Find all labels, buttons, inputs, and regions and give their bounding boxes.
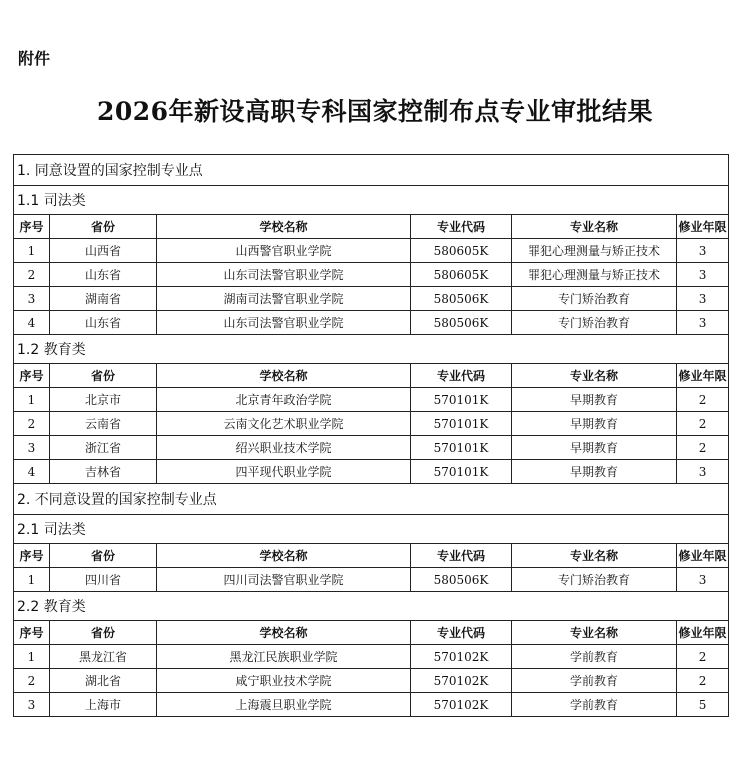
- col-seq: 1: [14, 645, 50, 669]
- col-seq: 2: [14, 669, 50, 693]
- col-seq: 1: [14, 568, 50, 592]
- col-school: 四川司法警官职业学院: [157, 568, 411, 592]
- header-col-code: 专业代码: [411, 621, 512, 645]
- col-seq: 3: [14, 693, 50, 717]
- col-years: 3: [677, 460, 729, 484]
- col-seq: 3: [14, 287, 50, 311]
- col-province: 四川省: [50, 568, 157, 592]
- table-row: [14, 287, 729, 311]
- section-heading-text: 2. 不同意设置的国家控制专业点: [14, 484, 729, 515]
- table-row: [14, 568, 729, 592]
- header-col-seq: 序号: [14, 621, 50, 645]
- col-code: 580506K: [411, 568, 512, 592]
- col-province: 黑龙江省: [50, 645, 157, 669]
- col-province: 湖南省: [50, 287, 157, 311]
- section-heading: [14, 155, 729, 186]
- header-col-seq: 序号: [14, 215, 50, 239]
- col-code: 570101K: [411, 412, 512, 436]
- col-school: 云南文化艺术职业学院: [157, 412, 411, 436]
- header-col-major: 专业名称: [512, 544, 677, 568]
- header-col-years: 修业年限: [677, 621, 729, 645]
- col-major: 学前教育: [512, 669, 677, 693]
- table-header-row: [14, 544, 729, 568]
- table-row: [14, 693, 729, 717]
- header-col-code: 专业代码: [411, 215, 512, 239]
- table-row: [14, 311, 729, 335]
- col-major: 早期教育: [512, 460, 677, 484]
- col-major: 专门矫治教育: [512, 287, 677, 311]
- col-school: 黑龙江民族职业学院: [157, 645, 411, 669]
- col-code: 570102K: [411, 693, 512, 717]
- col-major: 罪犯心理测量与矫正技术: [512, 239, 677, 263]
- col-years: 2: [677, 412, 729, 436]
- col-school: 咸宁职业技术学院: [157, 669, 411, 693]
- col-years: 3: [677, 568, 729, 592]
- header-col-province: 省份: [50, 621, 157, 645]
- col-years: 2: [677, 645, 729, 669]
- col-seq: 2: [14, 263, 50, 287]
- col-code: 580506K: [411, 311, 512, 335]
- col-years: 2: [677, 388, 729, 412]
- col-seq: 4: [14, 311, 50, 335]
- col-code: 570101K: [411, 436, 512, 460]
- header-col-years: 修业年限: [677, 215, 729, 239]
- group-heading-text: 1.2 教育类: [14, 335, 729, 364]
- col-major: 早期教育: [512, 436, 677, 460]
- col-province: 吉林省: [50, 460, 157, 484]
- col-seq: 4: [14, 460, 50, 484]
- header-col-seq: 序号: [14, 364, 50, 388]
- results-table: [13, 154, 728, 717]
- table-row: [14, 436, 729, 460]
- header-col-years: 修业年限: [677, 364, 729, 388]
- col-years: 3: [677, 239, 729, 263]
- col-school: 山东司法警官职业学院: [157, 311, 411, 335]
- col-province: 湖北省: [50, 669, 157, 693]
- table-row: [14, 460, 729, 484]
- header-col-code: 专业代码: [411, 364, 512, 388]
- header-col-years: 修业年限: [677, 544, 729, 568]
- header-col-school: 学校名称: [157, 621, 411, 645]
- col-province: 云南省: [50, 412, 157, 436]
- col-school: 山东司法警官职业学院: [157, 263, 411, 287]
- table-header-row: [14, 364, 729, 388]
- col-major: 学前教育: [512, 693, 677, 717]
- table-row: [14, 263, 729, 287]
- header-col-province: 省份: [50, 364, 157, 388]
- group-heading: [14, 592, 729, 621]
- col-code: 580506K: [411, 287, 512, 311]
- col-code: 580605K: [411, 239, 512, 263]
- header-col-province: 省份: [50, 544, 157, 568]
- col-years: 2: [677, 669, 729, 693]
- header-col-major: 专业名称: [512, 215, 677, 239]
- col-years: 5: [677, 693, 729, 717]
- group-heading: [14, 186, 729, 215]
- group-heading-text: 1.1 司法类: [14, 186, 729, 215]
- header-col-code: 专业代码: [411, 544, 512, 568]
- col-seq: 1: [14, 239, 50, 263]
- col-school: 山西警官职业学院: [157, 239, 411, 263]
- col-province: 山东省: [50, 263, 157, 287]
- section-heading-text: 1. 同意设置的国家控制专业点: [14, 155, 729, 186]
- table-row: [14, 669, 729, 693]
- header-col-school: 学校名称: [157, 544, 411, 568]
- table-header-row: [14, 215, 729, 239]
- header-col-seq: 序号: [14, 544, 50, 568]
- col-school: 四平现代职业学院: [157, 460, 411, 484]
- col-school: 上海震旦职业学院: [157, 693, 411, 717]
- group-heading: [14, 515, 729, 544]
- group-heading-text: 2.2 教育类: [14, 592, 729, 621]
- approval-grid: [13, 154, 729, 717]
- header-col-major: 专业名称: [512, 364, 677, 388]
- header-col-province: 省份: [50, 215, 157, 239]
- header-col-school: 学校名称: [157, 364, 411, 388]
- header-col-school: 学校名称: [157, 215, 411, 239]
- col-province: 浙江省: [50, 436, 157, 460]
- col-school: 北京青年政治学院: [157, 388, 411, 412]
- table-row: [14, 239, 729, 263]
- col-code: 580605K: [411, 263, 512, 287]
- col-major: 早期教育: [512, 388, 677, 412]
- table-row: [14, 388, 729, 412]
- col-major: 学前教育: [512, 645, 677, 669]
- col-school: 湖南司法警官职业学院: [157, 287, 411, 311]
- col-seq: 3: [14, 436, 50, 460]
- col-code: 570102K: [411, 669, 512, 693]
- col-province: 北京市: [50, 388, 157, 412]
- col-code: 570101K: [411, 460, 512, 484]
- table-row: [14, 412, 729, 436]
- section-heading: [14, 484, 729, 515]
- col-code: 570102K: [411, 645, 512, 669]
- col-seq: 2: [14, 412, 50, 436]
- table-row: [14, 645, 729, 669]
- col-province: 山西省: [50, 239, 157, 263]
- col-major: 专门矫治教育: [512, 311, 677, 335]
- table-header-row: [14, 621, 729, 645]
- col-major: 专门矫治教育: [512, 568, 677, 592]
- group-heading: [14, 335, 729, 364]
- col-years: 3: [677, 287, 729, 311]
- col-school: 绍兴职业技术学院: [157, 436, 411, 460]
- group-heading-text: 2.1 司法类: [14, 515, 729, 544]
- header-col-major: 专业名称: [512, 621, 677, 645]
- col-major: 罪犯心理测量与矫正技术: [512, 263, 677, 287]
- col-seq: 1: [14, 388, 50, 412]
- document-title: 2026年新设高职专科国家控制布点专业审批结果: [96, 97, 654, 126]
- attachment-label: 附件: [18, 49, 51, 68]
- col-major: 早期教育: [512, 412, 677, 436]
- col-years: 3: [677, 263, 729, 287]
- col-code: 570101K: [411, 388, 512, 412]
- col-province: 上海市: [50, 693, 157, 717]
- col-years: 2: [677, 436, 729, 460]
- col-province: 山东省: [50, 311, 157, 335]
- col-years: 3: [677, 311, 729, 335]
